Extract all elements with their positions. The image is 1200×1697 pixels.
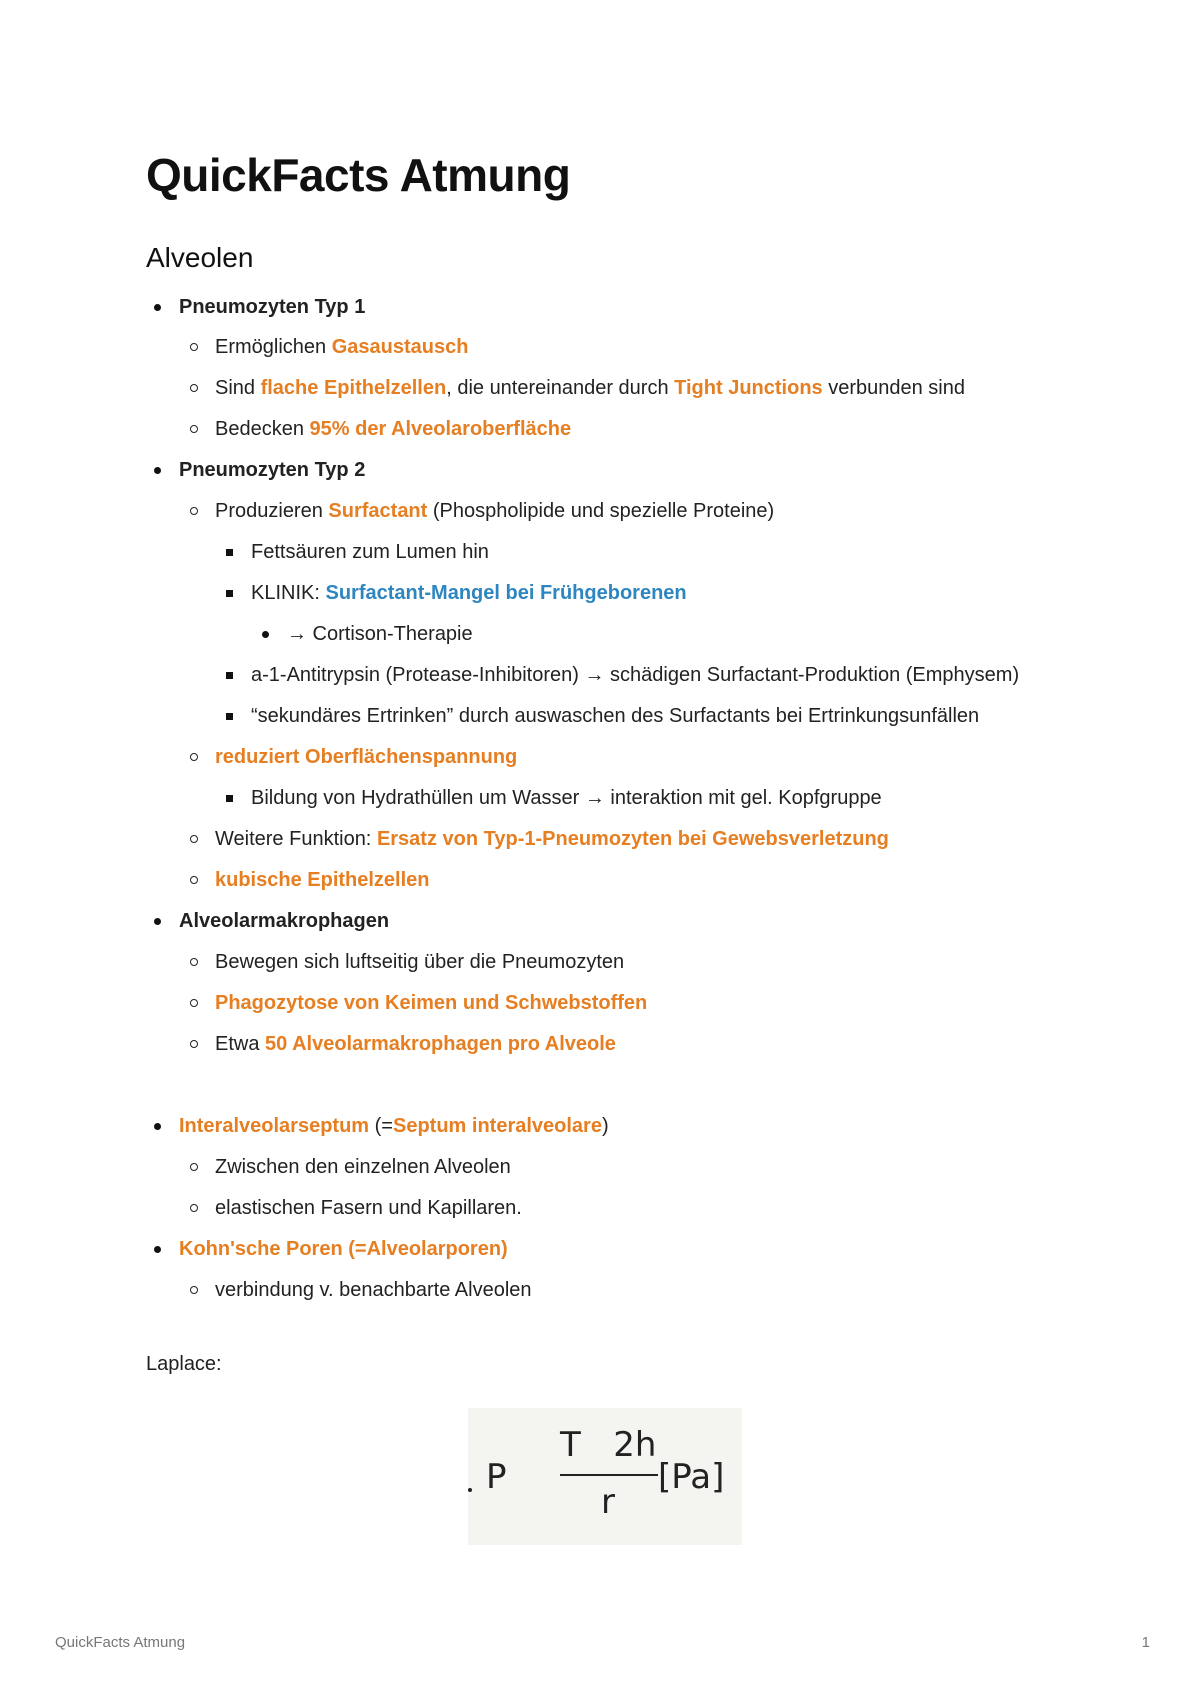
- formula-p: P: [486, 1457, 507, 1497]
- list-item: Bewegen sich luftseitig über die Pneumozyten: [190, 946, 624, 978]
- laplace-label: Laplace:: [146, 1353, 222, 1375]
- list-item: a-1-Antitrypsin (Protease-Inhibitoren) → schädigen Surfactant-Produktion (Emphysem): [226, 659, 1019, 691]
- list-item: Weitere Funktion: Ersatz von Typ-1-Pneumozyten bei Gewebsverletzung: [190, 823, 889, 855]
- formula-numerator: T 2h: [560, 1425, 657, 1465]
- laplace-formula-image: [468, 1408, 742, 1545]
- list-item: Pneumozyten Typ 1: [154, 291, 365, 323]
- list-item: KLINIK: Surfactant-Mangel bei Frühgeborenen: [226, 577, 687, 609]
- list-item: → Cortison-Therapie: [262, 618, 473, 650]
- list-item: Ermöglichen Gasaustausch: [190, 331, 468, 363]
- list-item: verbindung v. benachbarte Alveolen: [190, 1274, 532, 1306]
- list-item: Sind flache Epithelzellen, die untereinander durch Tight Junctions verbunden sind: [190, 372, 965, 404]
- list-item: Fettsäuren zum Lumen hin: [226, 536, 489, 568]
- list-item: Etwa 50 Alveolarmakrophagen pro Alveole: [190, 1028, 616, 1060]
- list-item: Bedecken 95% der Alveolaroberfläche: [190, 413, 571, 445]
- list-item: reduziert Oberflächenspannung: [190, 741, 517, 773]
- list-item: Pneumozyten Typ 2: [154, 454, 365, 486]
- formula-denominator: r: [601, 1482, 615, 1522]
- document-title: QuickFacts Atmung: [146, 149, 571, 201]
- formula-unit: [Pa]: [658, 1457, 725, 1497]
- list-item: Kohn'sche Poren (=Alveolarporen): [154, 1233, 508, 1265]
- section-heading-alveolen: Alveolen: [146, 242, 254, 273]
- list-item: Produzieren Surfactant (Phospholipide und spezielle Proteine): [190, 495, 774, 527]
- list-item: Interalveolarseptum (=Septum interalveolare): [154, 1110, 609, 1142]
- page-number: 1: [1141, 1634, 1150, 1651]
- list-item: Zwischen den einzelnen Alveolen: [190, 1151, 511, 1183]
- list-item: Phagozytose von Keimen und Schwebstoffen: [190, 987, 647, 1019]
- list-item: elastischen Fasern und Kapillaren.: [190, 1192, 522, 1224]
- list-item: “sekundäres Ertrinken” durch auswaschen des Surfactants bei Ertrinkungsunfällen: [226, 700, 979, 732]
- list-item: Alveolarmakrophagen: [154, 905, 389, 937]
- footer-title: QuickFacts Atmung: [55, 1634, 186, 1651]
- list-item: kubische Epithelzellen: [190, 864, 430, 896]
- laplace-formula: [468, 1408, 742, 1545]
- list-item: Bildung von Hydrathüllen um Wasser → interaktion mit gel. Kopfgruppe: [226, 782, 882, 814]
